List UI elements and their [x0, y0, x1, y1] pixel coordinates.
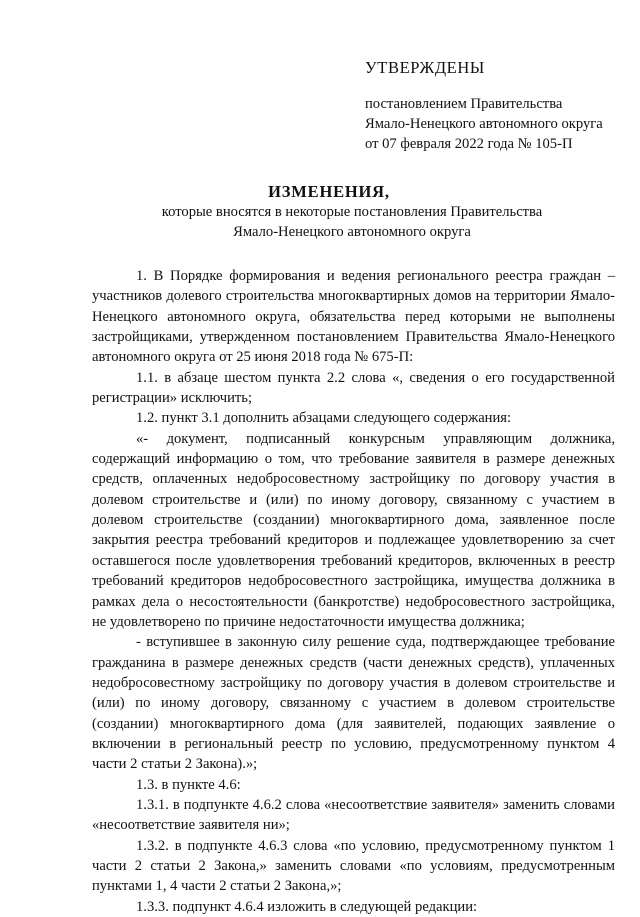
approval-block: [365, 58, 630, 154]
paragraph-1-3: 1.3. в пункте 4.6:: [136, 776, 241, 793]
paragraph-quote-document: «- документ, подписанный конкурсным управляющим должника, содержащий информацию о том, что требование заявителя в размере денежных средств, оплаченных недобросовестному застройщику по договору участия в долевом строительстве и (или) по иному договору, связанному с участием в долевом строительстве (создании) многоквартирного дома, заявленное после закрытия реестра требований кредиторов и подлежащее удовлетворению за счет оставшегося после удовлетворения требований кредиторов, включенных в реестр требований кредиторов недобросовестного застройщика, имущества должника в рамках дела о несостоятельности (банкротстве) недобросовестного застройщика, не удовлетворено по причине недостаточности имущества должника;: [92, 430, 615, 630]
approval-line-government: Ямало-Ненецкого автономного округа: [365, 116, 603, 132]
paragraph-quote-court-decision: - вступившее в законную силу решение суда, подтверждающее требование гражданина в размере денежных средств (части денежных средств), уплаченных недобросовестному застройщику по договору участия в долевом строительстве и (или) по иному договору, связанному с участием в долевом строительстве (создании) многоквартирного дома (для заявителей, подающих заявление о включении в региональный реестр по условию, предусмотренному пунктом 4 части 2 статьи 2 Закона).»;: [92, 634, 615, 773]
document-body: [92, 266, 615, 917]
paragraph-1-3-2: 1.3.2. в подпункте 4.6.3 слова «по условию, предусмотренному пунктом 1 части 2 статьи 2 Закона,» заменить словами «по условиям, предусмотренным пунктами 1, 4 части 2 статьи 2 Закона,»;: [92, 837, 615, 895]
paragraph-1-2: 1.2. пункт 3.1 дополнить абзацами следующего содержания:: [136, 410, 512, 427]
heading-subtitle-line-2: Ямало-Ненецкого автономного округа: [233, 224, 471, 240]
paragraph-1: 1. В Порядке формирования и ведения регионального реестра граждан – участников долевого строительства многоквартирных домов на территории Ямало-Ненецкого автономного округа, обязательства перед которыми не выполнены застройщиками, утвержденном постановлением Правительства Ямало-Ненецкого автономного округа от 25 июня 2018 года № 675-П:: [92, 268, 615, 366]
approval-line-date-number: от 07 февраля 2022 года № 105-П: [365, 136, 573, 152]
document-heading: [0, 181, 640, 242]
heading-subtitle-line-1: которые вносятся в некоторые постановления Правительства: [161, 204, 543, 220]
paragraph-1-1: 1.1. в абзаце шестом пункта 2.2 слова «, сведения о его государственной регистрации» исключить;: [92, 369, 615, 407]
paragraph-1-3-3: 1.3.3. подпункт 4.6.4 изложить в следующей редакции:: [136, 898, 478, 915]
paragraph-1-3-1: 1.3.1. в подпункте 4.6.2 слова «несоответствие заявителя» заменить словами «несоответствие заявителя ни»;: [92, 796, 615, 834]
approval-line-resolution: постановлением Правительства: [365, 96, 563, 112]
heading-title: ИЗМЕНЕНИЯ,: [268, 182, 390, 201]
approval-title: УТВЕРЖДЕНЫ: [365, 58, 485, 77]
